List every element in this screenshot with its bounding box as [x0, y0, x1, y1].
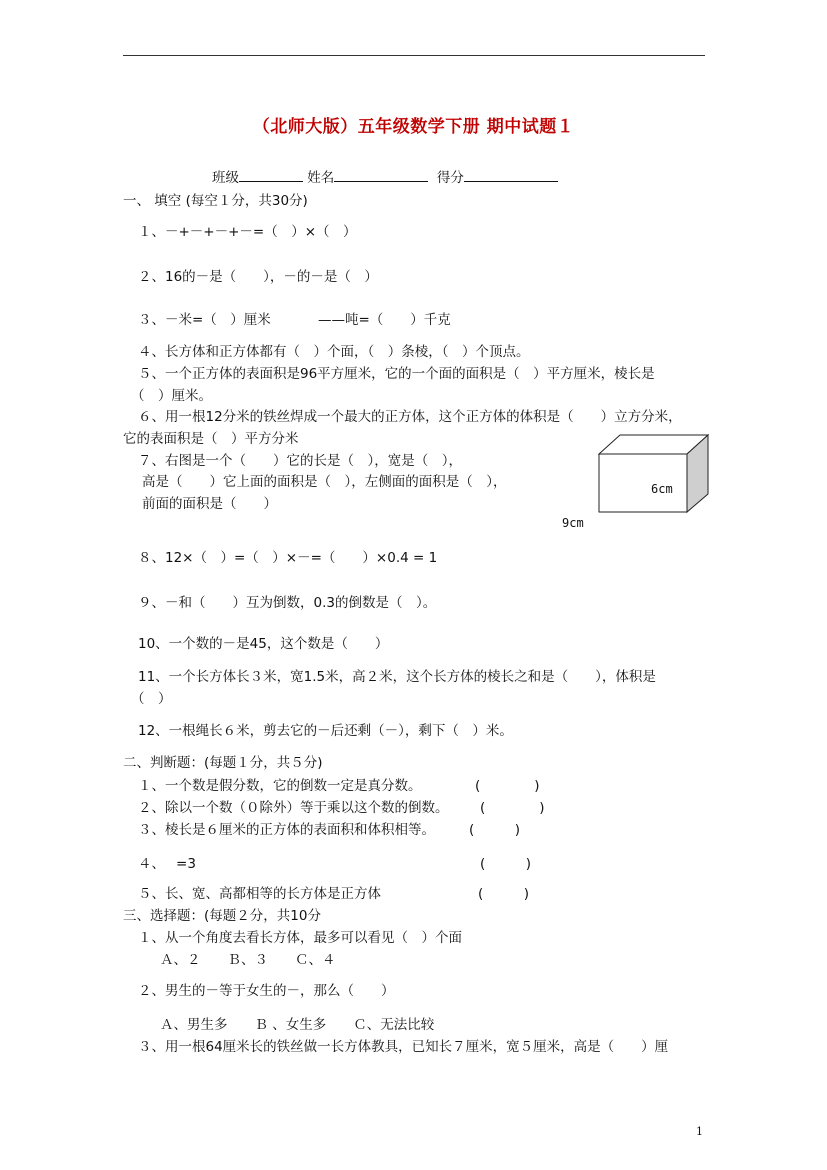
cuboid-front-face	[599, 454, 687, 512]
name-blank[interactable]	[334, 167, 428, 182]
judge-item-3: ３、棱长是６厘米的正方体的表面积和体积相等。	[138, 822, 435, 838]
question-7-line2: 高是（ ）它上面的面积是（ ），左侧面的面积是（ ），	[142, 474, 507, 490]
judge-blank-2[interactable]: ( )	[480, 800, 545, 816]
judge-blank-4[interactable]: ( )	[480, 856, 532, 872]
question-11-line1: 11、一个长方体长３米，宽1.5米，高２米，这个长方体的棱长之和是（ ），体积是	[138, 669, 656, 685]
choice-question-3: ３、用一根64厘米长的铁丝做一长方体教具，已知长７厘米，宽５厘米，高是（ ）厘	[138, 1039, 669, 1055]
section1-heading: 一、 填空 (每空１分，共30分)	[123, 193, 308, 209]
choice-question-1: １、从一个角度去看长方体，最多可以看见（ ）个面	[138, 930, 462, 946]
choice-options-2[interactable]: Ａ、男生多 Ｂ 、女生多 Ｃ、无法比较	[160, 1017, 435, 1033]
question-12: 12、一根绳长６米，剪去它的－后还剩（－），剩下（ ）米。	[138, 723, 513, 739]
judge-blank-3[interactable]: ( )	[469, 822, 521, 838]
figure-label-length: 9cm	[562, 516, 584, 530]
judge-item-5: ５、长、宽、高都相等的长方体是正方体	[138, 886, 381, 902]
page-title: （北师大版）五年级数学下册 期中试题１	[252, 117, 575, 137]
section2-heading: 二、判断题：(每题１分，共５分)	[123, 755, 323, 771]
judge-item-4: ４、 =3	[138, 856, 196, 872]
judge-item-1: １、一个数是假分数，它的倒数一定是真分数。	[138, 778, 422, 794]
score-blank[interactable]	[464, 167, 558, 182]
question-9: ９、－和（ ）互为倒数，0.3的倒数是（ ）。	[138, 595, 437, 611]
question-7-line3: 前面的面积是（ ）	[142, 496, 277, 512]
question-11-line2: （ ）	[131, 691, 172, 707]
name-label: 姓名	[307, 170, 335, 186]
question-3b: ——吨=（ ）千克	[318, 312, 451, 328]
question-5-line2: （ ）厘米。	[131, 388, 212, 404]
header-rule	[123, 55, 705, 56]
judge-blank-1[interactable]: ( )	[475, 778, 540, 794]
choice-options-1[interactable]: Ａ、２ Ｂ、３ Ｃ、４	[160, 952, 336, 968]
judge-blank-5[interactable]: ( )	[478, 886, 530, 902]
question-6-line2: 它的表面积是（ ）平方分米	[123, 431, 299, 447]
info-line	[212, 166, 558, 186]
class-blank[interactable]	[239, 167, 303, 182]
question-2: ２、16的－是（ ），－的－是（ ）	[138, 269, 378, 285]
question-3a: ３、－米=（ ）厘米	[138, 312, 271, 328]
section3-heading: 三、选择题：(每题２分，共10分	[123, 908, 321, 924]
question-7-line1: ７、右图是一个（ ）它的长是（ ），宽是（ ），	[138, 453, 462, 469]
question-8: ８、12×（ ）=（ ）×－=（ ）×0.4 = 1	[138, 550, 438, 566]
question-4: ４、长方体和正方体都有（ ）个面，（ ）条棱，（ ）个顶点。	[138, 344, 530, 360]
figure-label-height: 6cm	[651, 482, 673, 496]
page-number: 1	[696, 1125, 703, 1138]
choice-question-2: ２、男生的－等于女生的－，那么（ ）	[138, 983, 395, 999]
judge-item-2: ２、除以一个数（０除外）等于乘以这个数的倒数。	[138, 800, 449, 816]
question-1: １、－+－+－+－=（ ）×（ ）	[138, 224, 357, 240]
question-10: 10、一个数的－是45，这个数是（ ）	[138, 636, 389, 652]
score-label: 得分	[436, 170, 464, 186]
class-label: 班级	[212, 170, 239, 186]
question-5-line1: ５、一个正方体的表面积是96平方厘米，它的一个面的面积是（ ）平方厘米，棱长是	[138, 366, 655, 382]
cuboid-figure	[598, 434, 716, 518]
question-6-line1: ６、用一根12分米的铁丝焊成一个最大的正方体，这个正方体的体积是（ ）立方分米，	[138, 409, 682, 425]
